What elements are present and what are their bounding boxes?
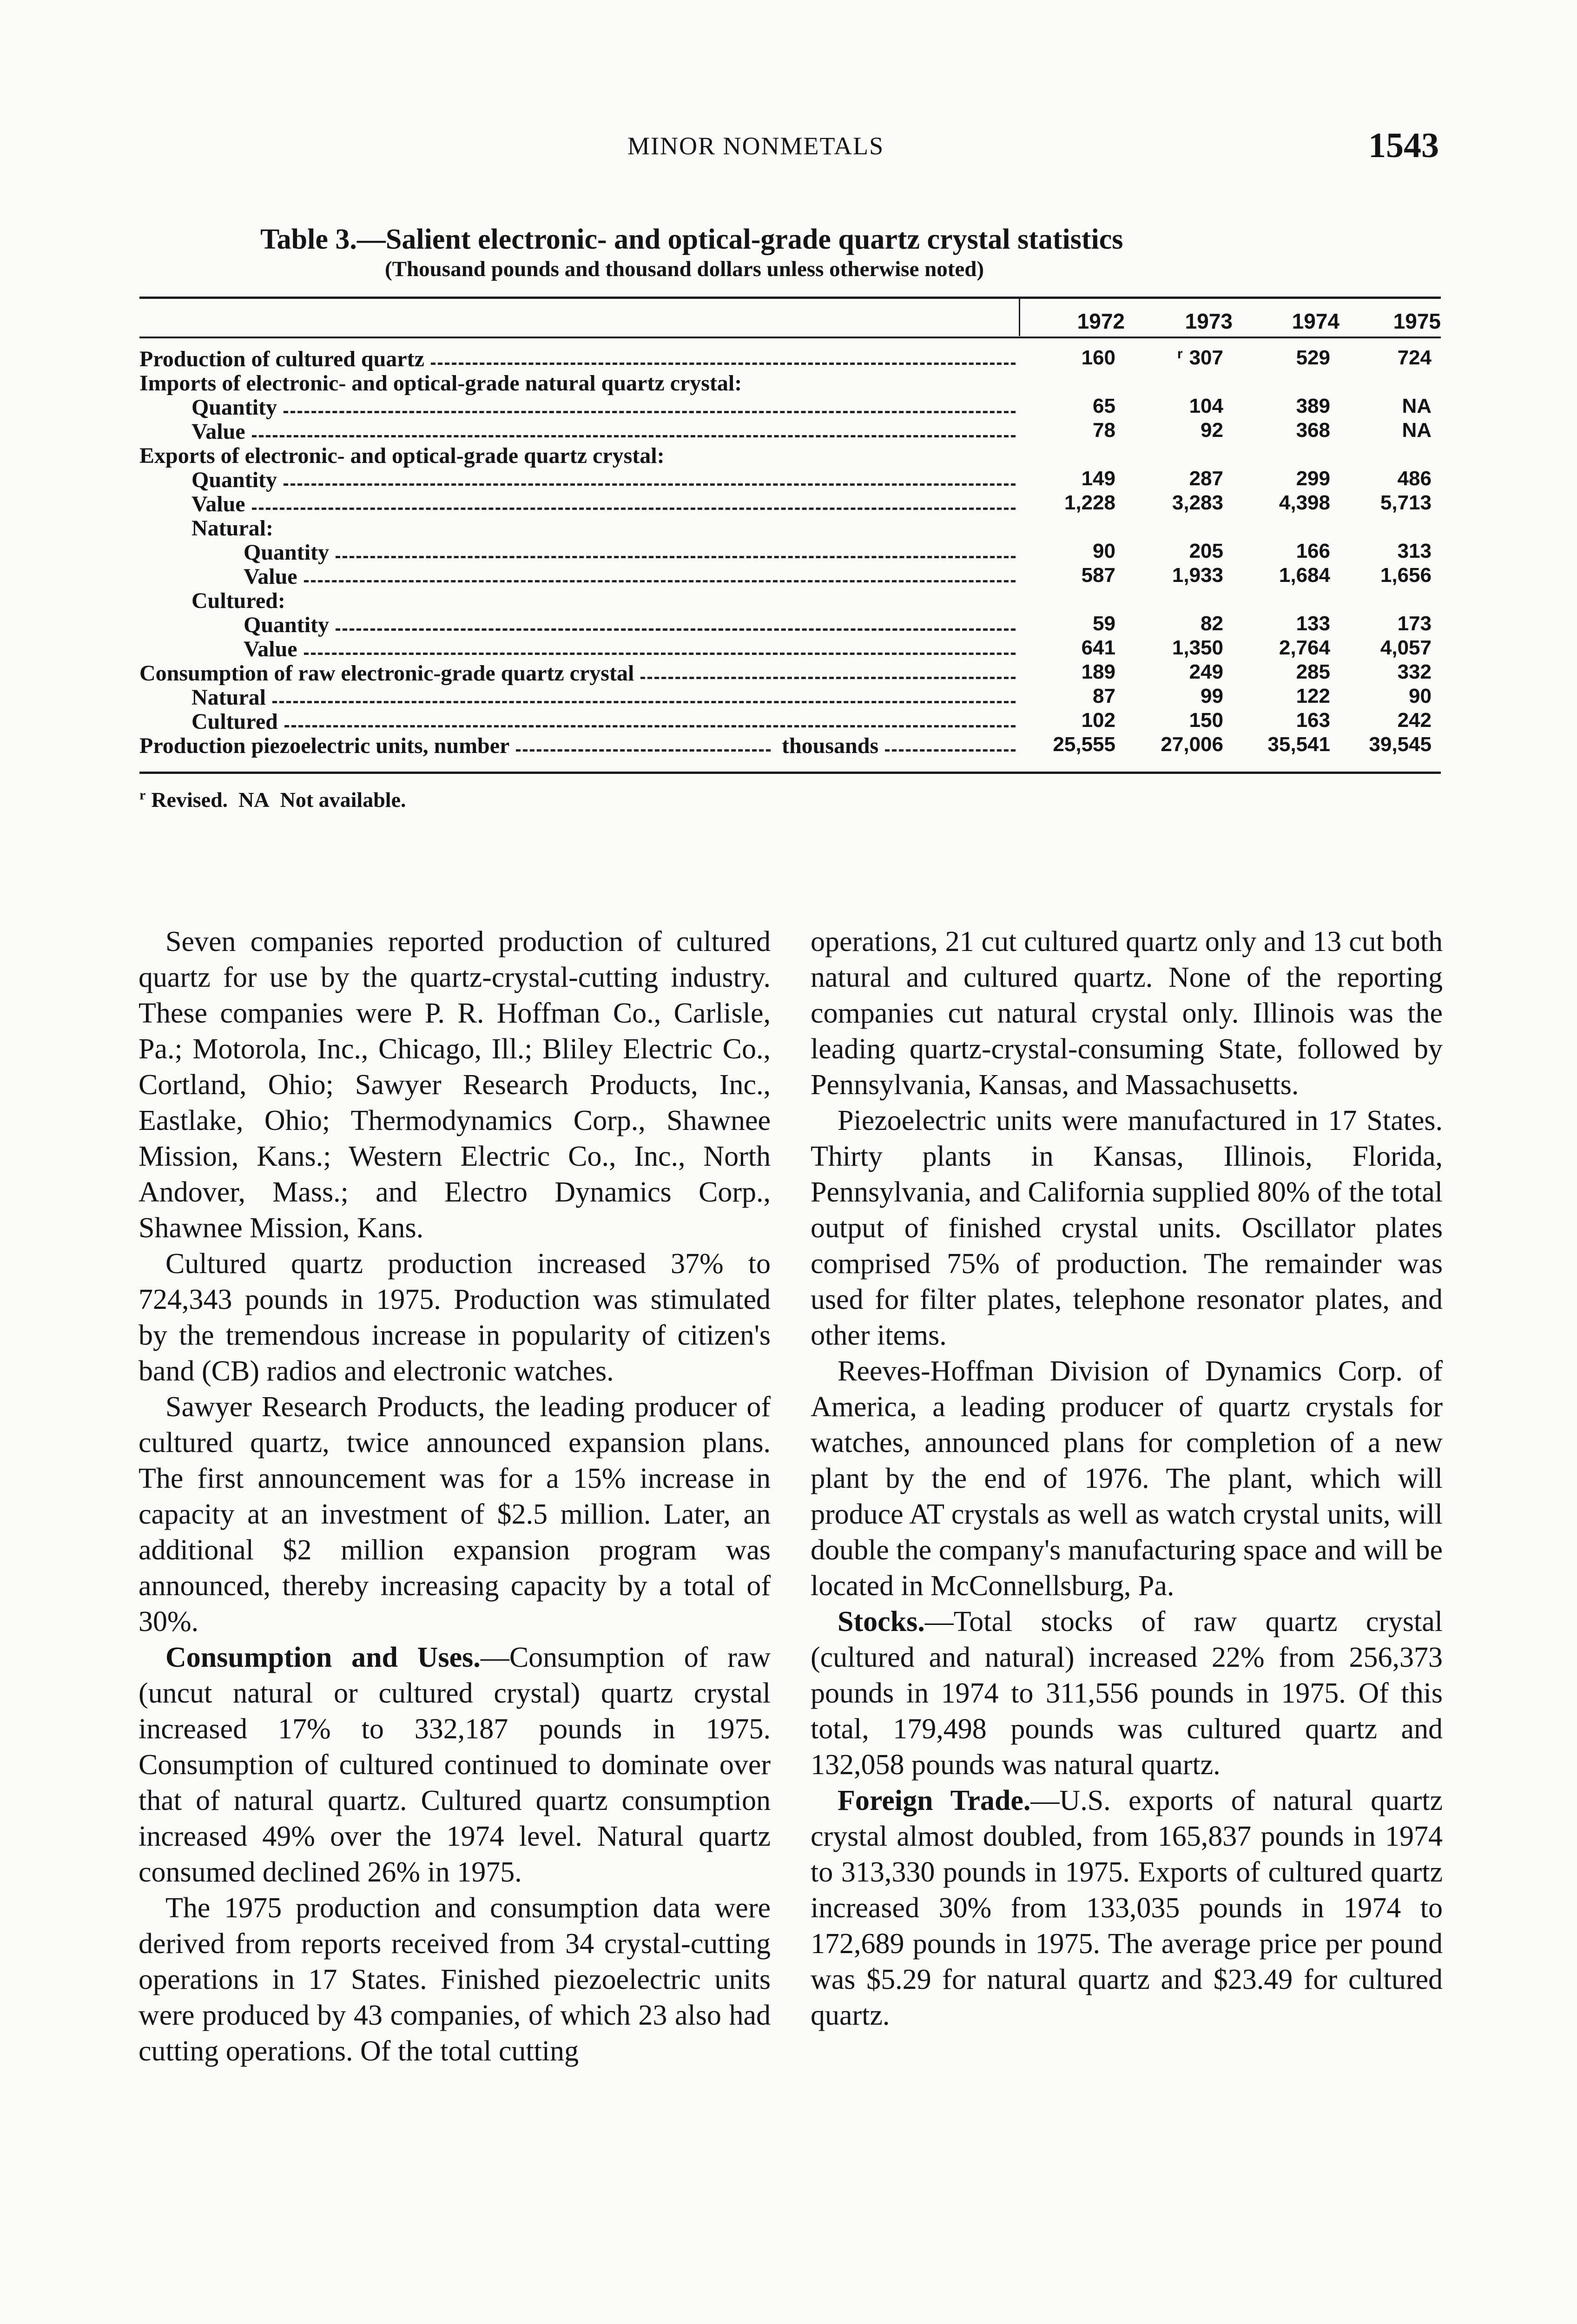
dot-leader: [885, 727, 1016, 752]
table-top-rule: [139, 297, 1441, 299]
table-cell: [1237, 419, 1330, 442]
table-row: [139, 564, 1441, 588]
revised-label: Revised.: [151, 788, 228, 812]
table-cell: [1130, 419, 1223, 442]
cell-value: 163: [1296, 709, 1330, 732]
year-header: 1975: [1393, 309, 1441, 333]
paragraph: [811, 1783, 1443, 2034]
cell-value: 78: [1093, 419, 1115, 442]
table-cell: [1339, 540, 1432, 563]
cell-value: 160: [1081, 346, 1115, 369]
table-cell: [1130, 612, 1223, 635]
table-cell: [1339, 346, 1432, 370]
cell-value: 486: [1397, 467, 1432, 490]
table-cell: [1339, 636, 1432, 660]
table-cell: [1237, 636, 1330, 660]
row-label: Quantity: [244, 540, 330, 565]
table-cell: [1130, 395, 1223, 418]
cell-value: 3,283: [1172, 491, 1223, 514]
table-title: Table 3.—Salient electronic- and optical-grade quartz crystal statistics: [260, 224, 1123, 255]
dot-leader: [284, 703, 1016, 727]
table-cell: [1237, 733, 1330, 756]
na-abbrev: NA: [238, 788, 270, 812]
text-column-left: [139, 924, 771, 2069]
table-cell: [1237, 491, 1330, 515]
row-label: Production of cultured quartz: [139, 347, 424, 371]
table-cell: [1130, 709, 1223, 732]
running-head: MINOR NONMETALS: [627, 132, 884, 160]
row-label: Value: [191, 419, 245, 444]
table-row: [139, 709, 1441, 733]
paragraph-continuation: operations, 21 cut cultured quartz only and 13 cut both natural and cultured quartz. None of the reporting companies cut natural crystal only. Illinois was the leading quartz-crystal-consuming State, followed by Pennsylvania, Kansas, and Massachusetts.: [811, 926, 1443, 1101]
row-label: Quantity: [191, 395, 277, 420]
table-cell: [1339, 660, 1432, 684]
table-row: [139, 419, 1441, 443]
paragraph: [811, 1604, 1443, 1783]
table-row: [139, 491, 1441, 515]
table-subtitle: (Thousand pounds and thousand dollars unless otherwise noted): [385, 257, 984, 281]
revised-mark: r: [1177, 346, 1183, 362]
table-cell: [1237, 564, 1330, 587]
paragraph-text: —U.S. exports of natural quartz crystal almost doubled, from 165,837 pounds in 1974 to 313,330 pounds in 1975. Exports of cultured quartz increased 30% from 133,035 pounds in 1974 to 172,689 pounds in 1975. The average price per pound was $5.29 for natural quartz and $23.49 for cultured quartz.: [811, 1785, 1443, 2031]
cell-value: 122: [1296, 685, 1330, 707]
table-cell: [1339, 612, 1432, 635]
table-row: [139, 346, 1441, 370]
cell-value: 92: [1201, 419, 1223, 442]
cell-value: 99: [1201, 685, 1223, 707]
text-column-right: [811, 924, 1443, 2034]
cell-value: 1,656: [1380, 564, 1432, 587]
cell-value: 25,555: [1053, 733, 1115, 756]
table-row: [139, 733, 1441, 757]
cell-value: 27,006: [1161, 733, 1223, 756]
paragraph-text: —Total stocks of raw quartz crystal (cultured and natural) increased 22% from 256,373 pounds in 1974 to 311,556 pounds in 1975. Of this total, 179,498 pounds was cultured quartz and 132,058 pounds was natural quartz.: [811, 1606, 1443, 1781]
cell-value: 368: [1296, 419, 1330, 442]
dot-leader: [252, 413, 1016, 437]
table-cell: [1023, 660, 1115, 684]
table-cell: [1130, 540, 1223, 563]
table-cell: [1237, 346, 1330, 370]
cell-value: 102: [1081, 709, 1115, 732]
row-label: Consumption of raw electronic-grade quartz crystal: [139, 661, 634, 686]
cell-value: 1,228: [1064, 491, 1115, 514]
table-cell: [1339, 733, 1432, 756]
table-cell: [1023, 346, 1115, 370]
dot-leader: [304, 558, 1016, 582]
paragraph: Sawyer Research Products, the leading producer of cultured quartz, twice announced expansion plans. The first announcement was for a 15% increase in capacity at an investment of $2.5 million. Later, an additional $2 million expansion program was announced, thereby increasing capacity by a total of 30%.: [139, 1391, 771, 1637]
table-cell: [1023, 419, 1115, 442]
cell-value: 1,684: [1279, 564, 1330, 587]
paragraph: Piezoelectric units were manufactured in 17 States. Thirty plants in Kansas, Illinois, Florida, Pennsylvania, and California supplied 80% of the total output of finished crystal units. Oscillator plates comprised 75% of production. The remainder was used for filter plates, telephone resonator plates, and other items.: [811, 1105, 1443, 1351]
year-header: 1973: [1185, 309, 1233, 333]
dot-leader: [304, 631, 1016, 655]
cell-value: 87: [1093, 685, 1115, 707]
table-cell: [1237, 395, 1330, 418]
cell-value: 149: [1081, 467, 1115, 490]
cell-value: 299: [1296, 467, 1330, 490]
cell-value: 2,764: [1279, 636, 1330, 659]
table-cell: [1023, 733, 1115, 756]
table-cell: [1130, 491, 1223, 515]
table-cell: [1237, 467, 1330, 490]
row-label: Value: [244, 564, 297, 589]
cell-value: 529: [1296, 346, 1330, 369]
dot-leader: [252, 486, 1016, 510]
paragraph: [139, 1640, 771, 1890]
row-label: Exports of electronic- and optical-grade quartz crystal:: [139, 443, 665, 468]
dot-leader: [640, 655, 1016, 679]
table-cell: [1237, 612, 1330, 635]
paragraph: Cultured quartz production increased 37% to 724,343 pounds in 1975. Production was stimulated by the tremendous increase in popularity of citizen's band (CB) radios and electronic watches.: [139, 1248, 771, 1387]
section-heading: Stocks.: [838, 1606, 925, 1637]
section-heading: Consumption and Uses.: [165, 1642, 481, 1673]
table-cell: [1023, 540, 1115, 563]
table-cell: [1023, 612, 1115, 635]
table-cell: [1130, 660, 1223, 684]
cell-value: 104: [1189, 395, 1223, 417]
section-heading: Foreign Trade.: [838, 1785, 1031, 1816]
row-label: Quantity: [191, 468, 277, 492]
table-cell: [1023, 395, 1115, 418]
dot-leader: [336, 534, 1016, 558]
table-cell: [1339, 395, 1432, 418]
paragraph-text: —Consumption of raw (uncut natural or cultured crystal) quartz crystal increased 17% to 332,187 pounds in 1975. Consumption of cultured continued to dominate over that of natural quartz. Cultured quartz consumption increased 49% over the 1974 level. Natural quartz consumed declined 26% in 1975.: [139, 1642, 771, 1888]
table-cell: [1130, 564, 1223, 587]
cell-value: 307: [1189, 346, 1223, 369]
cell-value: NA: [1402, 419, 1432, 442]
cell-value: 332: [1397, 660, 1432, 683]
cell-value: 313: [1397, 540, 1432, 562]
table-cell: [1339, 564, 1432, 587]
dot-leader: [284, 462, 1016, 486]
cell-value: NA: [1402, 395, 1432, 417]
table-cell: [1130, 733, 1223, 756]
table-cell: [1237, 685, 1330, 708]
cell-value: 90: [1093, 540, 1115, 562]
year-header: 1972: [1077, 309, 1125, 333]
cell-value: 1,933: [1172, 564, 1223, 587]
paragraph: Seven companies reported production of cultured quartz for use by the quartz-crystal-cutting industry. These companies were P. R. Hoffman Co., Carlisle, Pa.; Motorola, Inc., Chicago, Ill.; Bliley Electric Co., Cortland, Ohio; Sawyer Research Products, Inc., Eastlake, Ohio; Thermodynamics Corp., Shawnee Mission, Kans.; Western Electric Co., Inc., North Andover, Mass.; and Electro Dynamics Corp., Shawnee Mission, Kans.: [139, 926, 771, 1244]
table-cell: [1023, 564, 1115, 587]
table-cell: [1023, 491, 1115, 515]
table-cell: [1237, 709, 1330, 732]
dot-leader: [284, 389, 1016, 413]
row-label: Quantity: [244, 613, 330, 637]
cell-value: 587: [1081, 564, 1115, 587]
cell-value: 189: [1081, 660, 1115, 683]
row-label: Cultured: [191, 709, 278, 734]
cell-value: 150: [1189, 709, 1223, 732]
column-divider-rule: [1019, 299, 1020, 336]
cell-value: 39,545: [1369, 733, 1432, 756]
cell-value: 1,350: [1172, 636, 1223, 659]
cell-value: 4,057: [1380, 636, 1432, 659]
table-cell: [1130, 346, 1223, 370]
row-label: Production piezoelectric units, number: [139, 733, 510, 758]
table-cell: [1023, 685, 1115, 708]
cell-value: 724: [1397, 346, 1432, 369]
page-number: 1543: [1368, 126, 1439, 165]
dot-leader: [431, 341, 1016, 365]
table-cell: [1339, 491, 1432, 515]
cell-value: 285: [1296, 660, 1330, 683]
table-cell: [1023, 636, 1115, 660]
table-cell: [1023, 467, 1115, 490]
dot-leader: [516, 727, 771, 752]
table-bottom-rule: [139, 772, 1441, 774]
year-header: 1974: [1292, 309, 1339, 333]
row-label: Value: [244, 637, 297, 661]
row-label: Imports of electronic- and optical-grade natural quartz crystal:: [139, 371, 742, 396]
cell-value: 133: [1296, 612, 1330, 635]
na-label: Not available.: [280, 788, 406, 812]
table-cell: [1130, 636, 1223, 660]
row-label: Natural: [191, 685, 266, 710]
dot-leader: [272, 679, 1016, 703]
paragraph: The 1975 production and consumption data were derived from reports received from 34 crystal-cutting operations in 17 States. Finished piezoelectric units were produced by 43 companies, of which 23 also had cutting operations. Of the total cutting: [139, 1892, 771, 2067]
cell-value: 4,398: [1279, 491, 1330, 514]
table-cell: [1237, 540, 1330, 563]
cell-value: 287: [1189, 467, 1223, 490]
cell-value: 205: [1189, 540, 1223, 562]
table-footnote: [139, 787, 406, 812]
cell-value: 173: [1397, 612, 1432, 635]
table-cell: [1339, 685, 1432, 708]
revised-mark: r: [139, 787, 146, 803]
row-label: Value: [191, 492, 245, 516]
table-cell: [1339, 467, 1432, 490]
row-label: Natural:: [191, 516, 273, 541]
table-cell: [1237, 660, 1330, 684]
cell-value: 249: [1189, 660, 1223, 683]
table-cell: [1023, 709, 1115, 732]
table-cell: [1339, 709, 1432, 732]
table-cell: [1130, 467, 1223, 490]
cell-value: 35,541: [1267, 733, 1330, 756]
dot-leader: [336, 607, 1016, 631]
row-unit: thousands: [782, 733, 879, 758]
cell-value: 5,713: [1380, 491, 1432, 514]
paragraph: Reeves-Hoffman Division of Dynamics Corp. of America, a leading producer of quartz crystals for watches, announced plans for completion of a new plant by the end of 1976. The plant, which will produce AT crystals as well as watch crystal units, will double the company's manufacturing space and will be located in McConnellsburg, Pa.: [811, 1355, 1443, 1602]
cell-value: 90: [1409, 685, 1432, 707]
cell-value: 242: [1397, 709, 1432, 732]
cell-value: 82: [1201, 612, 1223, 635]
cell-value: 59: [1093, 612, 1115, 635]
cell-value: 166: [1296, 540, 1330, 562]
header-bottom-rule: [139, 337, 1441, 338]
table-cell: [1130, 685, 1223, 708]
cell-value: 389: [1296, 395, 1330, 417]
table-cell: [1339, 419, 1432, 442]
cell-value: 65: [1093, 395, 1115, 417]
cell-value: 641: [1081, 636, 1115, 659]
row-label: Cultured:: [191, 588, 285, 613]
